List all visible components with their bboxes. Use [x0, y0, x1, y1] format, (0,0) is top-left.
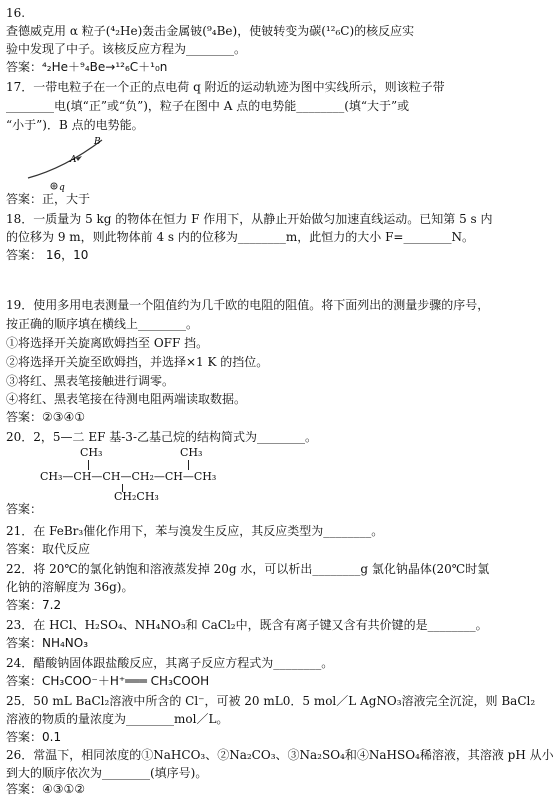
q25-text-line2: 溶液的物质的量浓度为________mol／L。 [6, 712, 229, 726]
bond-vertical-2 [188, 460, 189, 470]
trajectory-curve [28, 140, 102, 178]
q25-answer: 答案：0.1 [6, 730, 62, 744]
q21-text-line1: 21．在 FeBr₃催化作用下，苯与溴发生反应，其反应类型为________。 [6, 524, 384, 538]
ethyl-branch: CH₂CH₃ [114, 490, 159, 503]
q19-step-4: ④将红、黑表笔接在待测电阻两端读取数据。 [6, 392, 247, 406]
q23-answer: 答案：NH₄NO₃ [6, 636, 89, 650]
q24-answer: 答案：CH₃COO⁻＋H⁺═══ CH₃COOH [6, 674, 210, 688]
label-b: B [94, 137, 101, 147]
q23-text-line1: 23．在 HCl、H₂SO₄、NH₄NO₃和 CaCl₂中，既含有离子键又含有共价键的是________。 [6, 618, 488, 632]
q19-text-line1: 19．使用多用电表测量一个阻值约为几千欧的电阻的阻值。将下面列出的测量步骤的序号， [6, 298, 490, 312]
q19-step-2: ②将选择开关旋至欧姆挡，并选择×1 K 的挡位。 [6, 355, 269, 369]
q20-structural-formula [40, 446, 270, 503]
label-q: q [59, 183, 65, 192]
q22-answer: 答案：7.2 [6, 598, 62, 612]
q25-text-line1: 25．50 mL BaCl₂溶液中所含的 Cl⁻，可被 20 mL0．5 mol／L AgNO₃溶液完全沉淀，则 BaCl₂ [6, 694, 536, 708]
q16-text-line1: 查德威克用 α 粒子(⁴₂He)轰击金属铍(⁹₄Be)，使铍转变为碳(¹²₆C)的核反应实 [6, 24, 415, 38]
q18-text-line2: 的位移为 9 m，则此物体前 4 s 内的位移为________m，此恒力的大小 F=________N。 [6, 230, 474, 244]
q16-answer: 答案：⁴₂He＋⁹₄Be→¹²₆C＋¹₀n [6, 60, 168, 74]
q17-text-line3: “小于”)．B 点的电势能。 [6, 118, 144, 132]
q22-text-line2: 化钠的溶解度为 36g)。 [6, 580, 134, 594]
main-chain: CH₃—CH—CH—CH₂—CH—CH₃ [40, 470, 217, 483]
q18-text-line1: 18．一质量为 5 kg 的物体在恒力 F 作用下，从静止开始做匀加速直线运动。已知第 5 s 内 [6, 212, 493, 226]
label-a: A [70, 155, 77, 165]
q17-trajectory-figure [10, 134, 120, 192]
q19-answer: 答案：②③④① [6, 410, 86, 424]
q19-text-line2: 按正确的顺序填在横线上________。 [6, 317, 199, 331]
bond-vertical-1 [88, 460, 89, 470]
ch3-branch-top-1: CH₃ [80, 446, 103, 459]
q17-text-line2: ________电(填“正”或“负”)，粒子在图中 A 点的电势能________(填“大于”或 [6, 99, 410, 113]
q19-step-3: ③将红、黑表笔接触进行调零。 [6, 374, 175, 388]
q20-answer: 答案： [6, 502, 43, 516]
q16-number: 16. [6, 6, 26, 20]
q17-answer: 答案：正，大于 [6, 192, 91, 206]
q19-step-1: ①将选择开关旋离欧姆挡至 OFF 挡。 [6, 336, 209, 350]
q21-answer: 答案：取代反应 [6, 542, 91, 556]
q24-text-line1: 24．醋酸钠固体跟盐酸反应，其离子反应方程式为________。 [6, 656, 334, 670]
q22-text-line1: 22．将 20℃的氯化钠饱和溶液蒸发掉 20g 水，可以析出________g 氯化钠晶体(20℃时氯 [6, 562, 490, 576]
q18-answer: 答案： 16，10 [6, 248, 89, 262]
q16-text-line2: 验中发现了中子。该核反应方程为________。 [6, 42, 247, 56]
ch3-branch-top-2: CH₃ [180, 446, 203, 459]
q20-text-line1: 20．2，5—二 EF 基-3-乙基己烷的结构简式为________。 [6, 430, 317, 444]
q26-answer: 答案：④③①② [6, 782, 86, 796]
q26-text-line1: 26．常温下，相同浓度的①NaHCO₃、②Na₂CO₃、③Na₂SO₄和④NaHSO₄稀溶液，其溶液 pH 从小 [6, 748, 554, 762]
q26-text-line2: 到大的顺序依次为________(填序号)。 [6, 766, 208, 780]
q17-text-line1: 17．一带电粒子在一个正的点电荷 q 附近的运动轨迹为图中实线所示，则该粒子带 [6, 80, 445, 94]
